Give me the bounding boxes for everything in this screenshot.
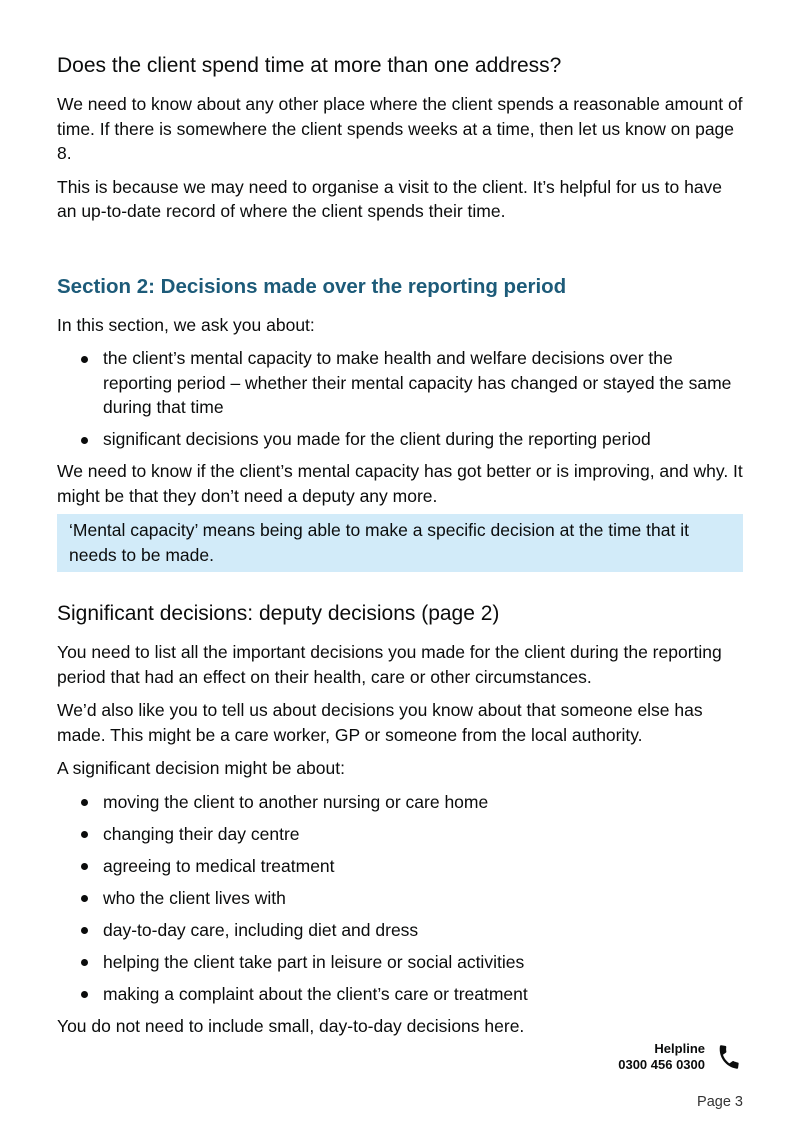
- significant-decisions-heading: Significant decisions: deputy decisions (page 2): [57, 602, 500, 625]
- list-item: the client’s mental capacity to make health and welfare decisions over the reporting period – whether their mental capacity has changed or stayed the same during that time: [57, 346, 743, 420]
- helpline-label: Helpline: [654, 1041, 705, 1056]
- mental-capacity-callout: ‘Mental capacity’ means being able to make a specific decision at the time that it needs to be made.: [57, 514, 743, 572]
- address-paragraph-2: This is because we may need to organise a visit to the client. It’s helpful for us to have an up-to-date record of where the client spends their time.: [57, 176, 723, 221]
- list-item: day-to-day care, including diet and dress: [57, 918, 743, 943]
- significant-paragraph-2: We’d also like you to tell us about decisions you know about that someone else has made. This might be a care worker, GP or someone from the local authority.: [57, 700, 703, 745]
- significant-decisions-list: [57, 790, 743, 1007]
- list-item: moving the client to another nursing or care home: [57, 790, 743, 815]
- document-page: [57, 52, 743, 1047]
- address-paragraph-1: We need to know about any other place where the client spends a reasonable amount of time. If there is somewhere the client spends weeks at a time, then let us know on page 8.: [57, 94, 743, 163]
- helpline-text: [618, 1041, 705, 1073]
- phone-icon: [715, 1042, 743, 1072]
- section-2-list: [57, 346, 743, 452]
- list-item: significant decisions you made for the client during the reporting period: [57, 427, 743, 452]
- list-item: changing their day centre: [57, 822, 743, 847]
- list-item: who the client lives with: [57, 886, 743, 911]
- page-number: Page 3: [697, 1094, 743, 1110]
- list-item: helping the client take part in leisure or social activities: [57, 950, 743, 975]
- address-heading: Does the client spend time at more than one address?: [57, 54, 562, 77]
- helpline-block: [618, 1041, 743, 1073]
- list-item: agreeing to medical treatment: [57, 854, 743, 879]
- list-item: making a complaint about the client’s care or treatment: [57, 982, 743, 1007]
- section-2-intro: In this section, we ask you about:: [57, 314, 315, 335]
- significant-paragraph-3: A significant decision might be about:: [57, 758, 345, 778]
- significant-closing: You do not need to include small, day-to-day decisions here.: [57, 1015, 525, 1036]
- significant-paragraph-1: You need to list all the important decisions you made for the client during the reporting period that had an effect on their health, care or other circumstances.: [57, 642, 722, 687]
- section-2-heading: Section 2: Decisions made over the reporting period: [57, 274, 567, 298]
- helpline-number[interactable]: 0300 456 0300: [618, 1057, 705, 1072]
- section-2-paragraph: We need to know if the client’s mental capacity has got better or is improving, and why. It might be that they don’t need a deputy any more.: [57, 461, 743, 506]
